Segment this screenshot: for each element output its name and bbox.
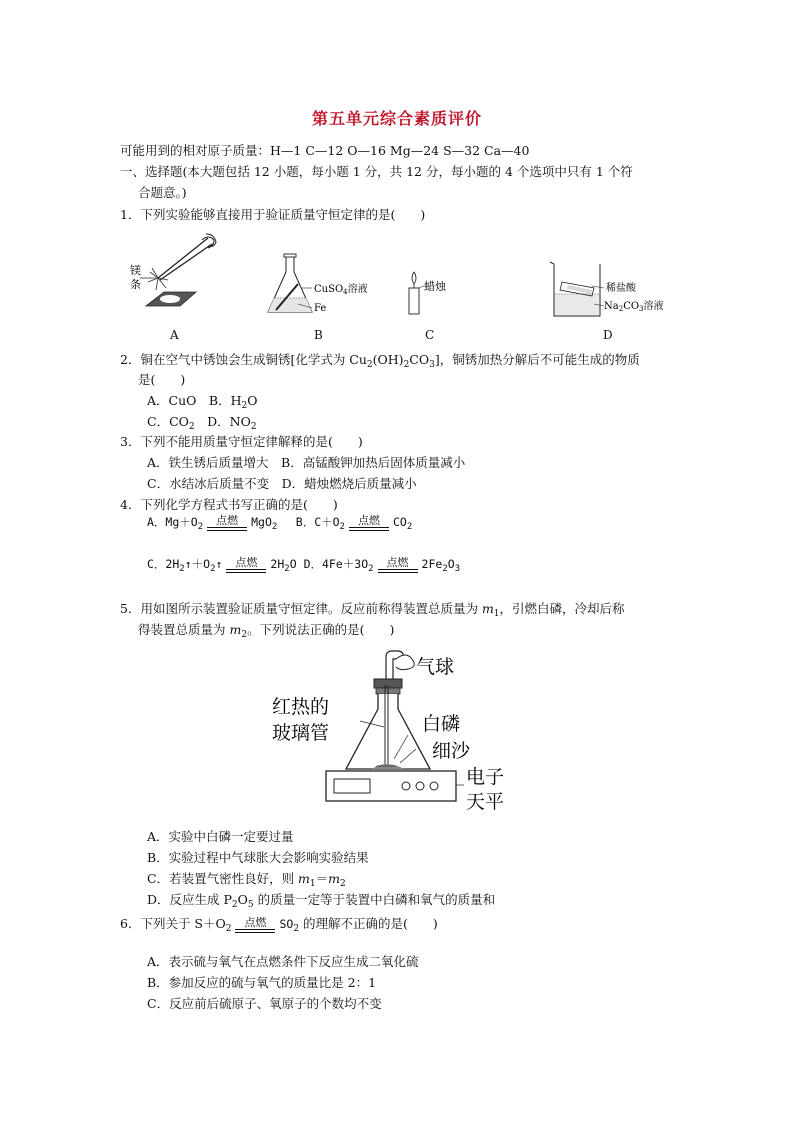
- q4-option-b[interactable]: B．$C+O_2$ 点燃 $CO_2$: [295, 513, 413, 532]
- q1-b-label: B: [314, 328, 323, 342]
- q1-c-text1: 蜡烛: [424, 280, 446, 293]
- q1-figure-d: [548, 260, 678, 320]
- section1-heading-line2: 合题意。): [138, 185, 187, 200]
- q6-stem: 6．下列关于 $S+O_2$ 点燃 $SO_2$ 的理解不正确的是( ): [120, 915, 438, 934]
- q1-d-text2: $Na_2CO_3$溶液: [604, 301, 664, 313]
- section1-heading-line1: 一、选择题(本大题包括 12 小题，每小题 1 分，共 12 分，每小题的 4 个选项中只有 1 个符: [120, 164, 633, 179]
- q5-label-tube1: 红热的: [272, 696, 330, 718]
- beaker-icon: [550, 262, 600, 316]
- q1-b-text1: CuSO$_4$溶液: [314, 284, 368, 296]
- q2-stem-line2: 是( ): [138, 372, 186, 387]
- page-title: 第五单元综合素质评价: [311, 109, 482, 128]
- q2-option-a[interactable]: A．CuO: [147, 393, 197, 408]
- spark-icon: [140, 268, 168, 290]
- q3-options-cd: [147, 474, 417, 492]
- q5-label-balloon: 气球: [416, 656, 455, 678]
- q4-options-ab: [147, 514, 412, 532]
- q1-a-text2: 条: [130, 278, 141, 291]
- q4-option-c[interactable]: C．$2H_2↑+O_2↑$ 点燃 $2H_2O$: [147, 555, 297, 574]
- q2-options-cd: [147, 412, 257, 432]
- q1-stem: 1．下列实验能够直接用于验证质量守恒定律的是( ): [120, 207, 426, 222]
- q3-option-a[interactable]: A．铁生锈后质量增大: [147, 455, 269, 470]
- q5-option-b[interactable]: B．实验过程中气球胀大会影响实验结果: [147, 850, 369, 865]
- q4-options-cd: [147, 556, 460, 574]
- q6-option-a[interactable]: A．表示硫与氧气在点燃条件下反应生成二氧化硫: [147, 954, 419, 969]
- q2-option-c[interactable]: C．$CO_2$: [147, 414, 195, 432]
- q1-b-text2: Fe: [314, 303, 327, 314]
- q1-figure-c: [400, 270, 460, 320]
- q3-options-ab: [147, 453, 465, 471]
- asbestos-net-icon: [146, 292, 196, 306]
- q1-c-label: C: [425, 328, 435, 342]
- q1-figure-b: [262, 252, 382, 320]
- q5-stem-line1: 5．用如图所示装置验证质量守恒定律。反应前称得装置总质量为 $m_1$，引燃白磷，冷却后称: [120, 601, 625, 619]
- q5-stem-line2: 得装置总质量为 $m_2$。下列说法正确的是( ): [138, 622, 395, 640]
- atomic-masses: 可能用到的相对原子质量：H—1 C—12 O—16 Mg—24 S—32 Ca—40: [120, 143, 530, 158]
- q4-option-a[interactable]: A．$Mg+O_2$ 点燃 MgO$_2$: [147, 513, 278, 532]
- electronic-balance-icon: [326, 771, 456, 801]
- q3-option-b[interactable]: B．高锰酸钾加热后固体质量减小: [281, 455, 466, 470]
- q1-d-text1: 稀盐酸: [606, 283, 636, 294]
- q5-label-phosphorus: 白磷: [422, 713, 461, 735]
- q5-label-sand: 细沙: [432, 740, 471, 762]
- q5-label-scale2: 天平: [466, 791, 505, 813]
- q2-stem: 2．铜在空气中锈蚀会生成铜锈[化学式为 $Cu_2(OH)_2CO_3$]，铜锈加热分解后不可能生成的物质: [120, 352, 640, 370]
- q2-option-d[interactable]: D．$NO_2$: [207, 414, 257, 432]
- q3-option-d[interactable]: D．蜡烛燃烧后质量减小: [281, 476, 417, 491]
- q5-figure: [268, 645, 518, 817]
- q5-label-tube2: 玻璃管: [272, 722, 330, 744]
- q4-option-d[interactable]: D．$4Fe+3O_2$ 点燃 $2Fe_2O_3$: [303, 555, 461, 574]
- balloon-icon: [386, 651, 414, 679]
- q1-d-label: D: [603, 328, 613, 342]
- candle-icon: [409, 272, 419, 314]
- q3-stem: 3．下列不能用质量守恒定律解释的是( ): [120, 434, 363, 449]
- q1-a-text1: 镁: [130, 264, 141, 277]
- q1-figure-a: [128, 230, 228, 318]
- q5-label-scale1: 电子: [466, 766, 505, 788]
- q3-option-c[interactable]: C．水结冰后质量不变: [147, 476, 270, 491]
- tongs-icon: [158, 234, 216, 280]
- q5-option-c[interactable]: C．若装置气密性良好，则 $m_1=m_2$: [147, 871, 346, 889]
- q6-option-b[interactable]: B．参加反应的硫与氧气的质量比是 2：1: [147, 975, 377, 990]
- q6-option-c[interactable]: C．反应前后硫原子、氧原子的个数均不变: [147, 996, 382, 1011]
- q5-option-a[interactable]: A．实验中白磷一定要过量: [147, 829, 294, 844]
- flask-icon: [268, 254, 312, 312]
- q5-option-d[interactable]: D．反应生成 $P_2O_5$ 的质量一定等于装置中白磷和氧气的质量和: [147, 892, 496, 910]
- q2-option-b[interactable]: B．$H_2O$: [208, 393, 258, 411]
- q4-stem: 4．下列化学方程式书写正确的是( ): [120, 497, 338, 512]
- q1-a-label: A: [170, 328, 179, 342]
- q2-options-ab: [147, 391, 257, 411]
